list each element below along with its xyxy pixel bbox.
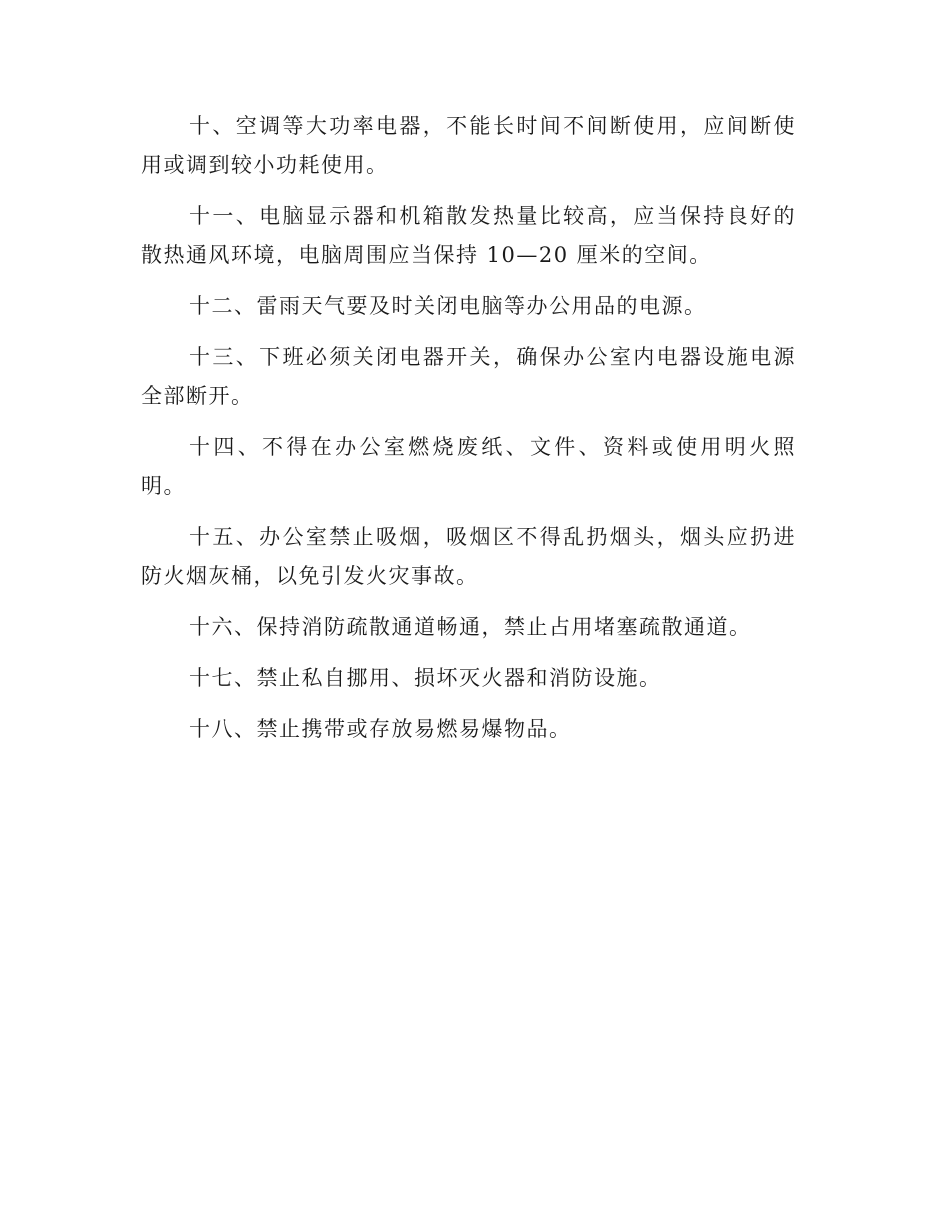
paragraph-item-11: 十一、电脑显示器和机箱散发热量比较高，应当保持良好的散热通风环境，电脑周围应当保持 10—20 厘米的空间。: [141, 204, 796, 267]
document-body: [141, 107, 796, 761]
paragraph-item-10: 十、空调等大功率电器，不能长时间不间断使用，应间断使用或调到较小功耗使用。: [141, 114, 796, 177]
paragraph-item-18: 十八、禁止携带或存放易燃易爆物品。: [189, 717, 572, 741]
paragraph-item-12: 十二、雷雨天气要及时关闭电脑等办公用品的电源。: [189, 294, 707, 318]
paragraph-item-17: 十七、禁止私自挪用、损坏灭火器和消防设施。: [189, 666, 662, 690]
paragraph-item-14: 十四、不得在办公室燃烧废纸、文件、资料或使用明火照明。: [141, 435, 796, 498]
paragraph-item-13: 十三、下班必须关闭电器开关，确保办公室内电器设施电源全部断开。: [141, 345, 796, 408]
paragraph-item-15: 十五、办公室禁止吸烟，吸烟区不得乱扔烟头，烟头应扔进防火烟灰桶，以免引发火灾事故。: [141, 525, 796, 588]
paragraph-item-16: 十六、保持消防疏散通道畅通，禁止占用堵塞疏散通道。: [189, 615, 752, 639]
